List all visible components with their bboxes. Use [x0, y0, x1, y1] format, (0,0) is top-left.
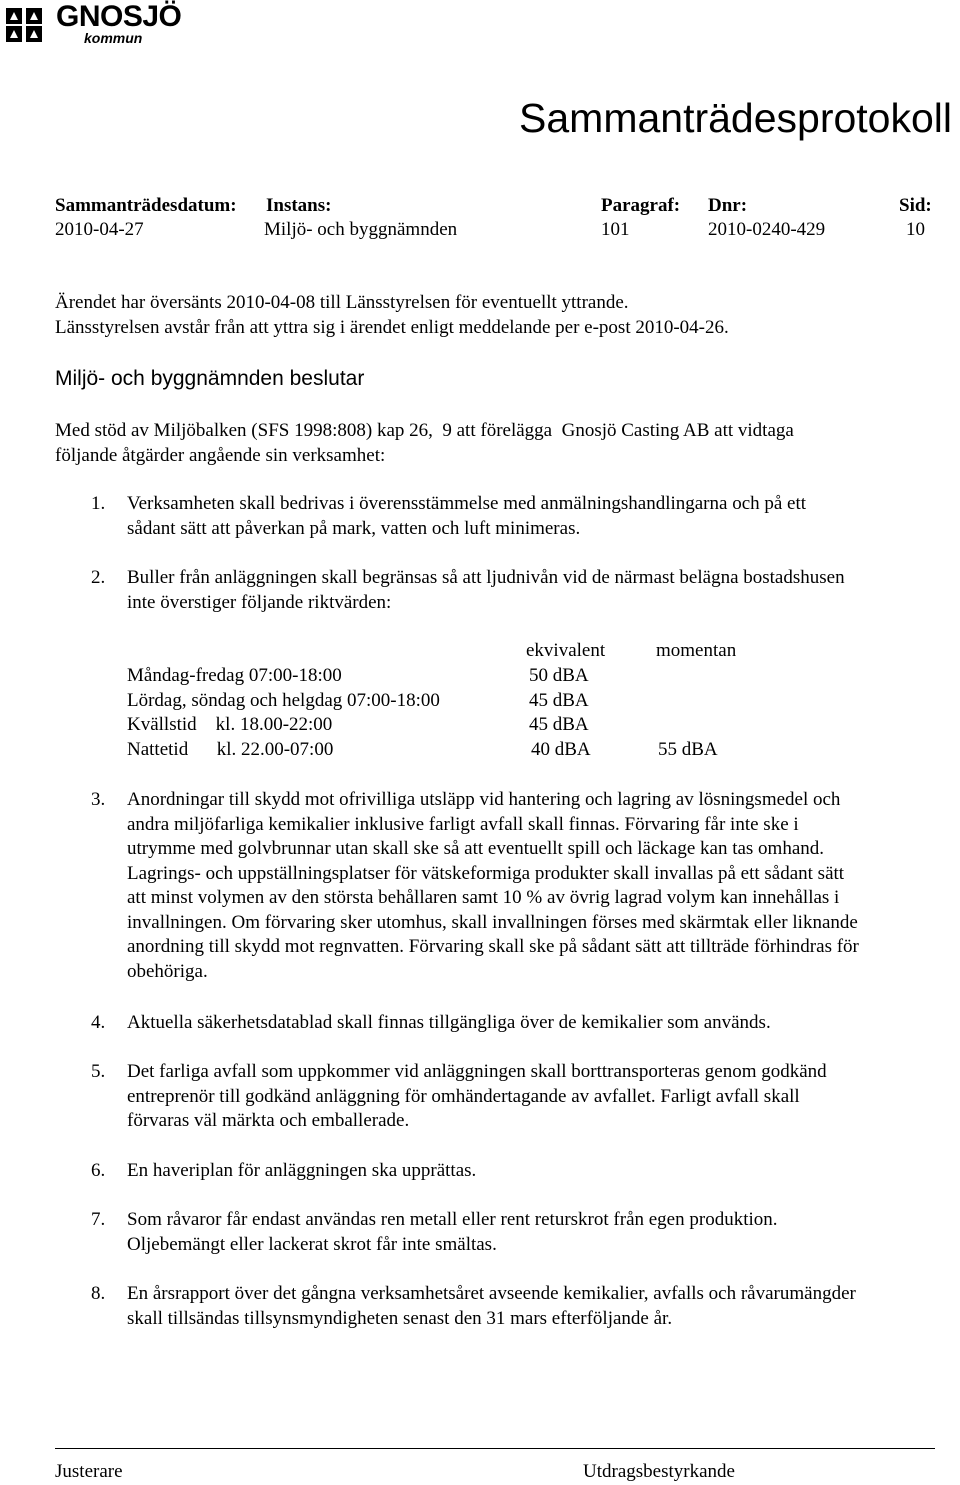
footer-utdragsbestyrkande: Utdragsbestyrkande	[583, 1461, 735, 1482]
logo-name: GNOSJÖ	[56, 0, 182, 33]
list-item-number: 1.	[91, 493, 106, 514]
table-cell-period: Nattetid kl. 22.00-07:00	[127, 739, 334, 760]
list-item-line: Lagrings- och uppställningsplatser för vätskeformiga produkter skall invallas på ett sådant sätt	[127, 862, 845, 884]
header-label-dnr: Dnr:	[708, 195, 748, 216]
logo-subtitle: kommun	[84, 30, 143, 46]
list-item-number: 8.	[91, 1283, 106, 1304]
header-label-paragraf: Paragraf:	[601, 195, 681, 216]
list-item-line: Som råvaror får endast användas ren metall eller rent returskrot från egen produktion.	[127, 1209, 778, 1230]
list-item-line: förvaras väl märkta och emballerade.	[127, 1110, 410, 1131]
list-item-line: att minst volymen av den största behållaren samt 10 % av övrig lagrad volym kan innehållas i	[127, 887, 840, 908]
list-item-line: En haveriplan för anläggningen ska upprättas.	[127, 1160, 477, 1181]
list-item-line: entreprenör till godkänd anläggning för omhändertagande av avfallet. Farligt avfall skall	[127, 1085, 800, 1107]
intro-line-2: Länsstyrelsen avstår från att yttra sig i ärendet enligt meddelande per e-post 2010-04-26.	[55, 317, 729, 338]
header-value-sid: 10	[906, 219, 925, 240]
list-item-line: Verksamheten skall bedrivas i överensstämmelse med anmälningshandlingarna och på ett	[127, 493, 807, 514]
list-item-line: Oljebemängt eller lackerat skrot får inte smältas.	[127, 1233, 497, 1255]
table-cell-ekv: 40 dBA	[531, 739, 591, 760]
list-item-number: 6.	[91, 1160, 106, 1181]
list-item-line: Det farliga avfall som uppkommer vid anläggningen skall borttransporteras genom godkänd	[127, 1061, 827, 1082]
list-item-line: andra miljöfarliga kemikalier inklusive farligt avfall skall finnas. Förvaring får inte ske i	[127, 813, 799, 835]
list-item-line: obehöriga.	[127, 960, 208, 982]
header-value-instans: Miljö- och byggnämnden	[264, 219, 458, 240]
header-label-instans: Instans:	[266, 195, 332, 216]
list-item-text	[127, 566, 927, 615]
list-item-line: anordning till skydd mot regnvatten. Förvaring skall ske på sådant sätt att tillträde förhindras för	[127, 936, 859, 957]
decision-line-2: följande åtgärder angående sin verksamhet:	[55, 445, 386, 466]
list-item-line: Buller från anläggningen skall begränsas så att ljudnivån vid de närmast belägna bostadshusen	[127, 567, 845, 588]
list-item-number: 2.	[91, 567, 106, 588]
footer-justerare: Justerare	[55, 1461, 123, 1482]
header-label-sid: Sid:	[899, 195, 932, 216]
list-item-line: inte överstiger följande riktvärden:	[127, 591, 392, 613]
header-value-paragraf: 101	[601, 219, 630, 240]
table-header-momentan: momentan	[656, 640, 737, 661]
list-item-text	[127, 1208, 927, 1257]
list-item-line: Anordningar till skydd mot ofrivilliga utsläpp vid hantering och lagring av lösningsmedel och	[127, 789, 841, 810]
list-item-line: invallningen. Om förvaring sker utomhus, skall invallningen förses med skärmtak eller liknande	[127, 911, 858, 933]
list-item-line: En årsrapport över det gångna verksamhetsåret avseende kemikalier, avfalls och råvarumängder	[127, 1283, 856, 1304]
list-item-number: 7.	[91, 1209, 106, 1230]
document-title: Sammanträdesprotokoll	[519, 95, 952, 141]
decision-line-1: Med stöd av Miljöbalken (SFS 1998:808) kap 26, 9 att förelägga Gnosjö Casting AB att vidtaga	[55, 420, 794, 441]
table-header-ekvivalent: ekvivalent	[526, 640, 606, 661]
intro-line-1: Ärendet har översänts 2010-04-08 till Länsstyrelsen för eventuellt yttrande.	[55, 292, 629, 313]
decision-heading: Miljö- och byggnämnden beslutar	[55, 367, 365, 390]
header-value-date: 2010-04-27	[55, 219, 144, 240]
list-item-line: sådant sätt att påverkan på mark, vatten och luft minimeras.	[127, 517, 581, 539]
table-cell-ekv: 50 dBA	[529, 665, 589, 686]
table-cell-period: Måndag-fredag 07:00-18:00	[127, 665, 342, 686]
list-item-text	[127, 1159, 927, 1184]
list-item-line: skall tillsändas tillsynsmyndigheten senast den 31 mars efterföljande år.	[127, 1307, 673, 1329]
list-item-number: 3.	[91, 789, 106, 810]
header-label-date: Sammanträdesdatum:	[55, 195, 237, 216]
list-item-line: utrymme med golvbrunnar utan skall ske så att eventuellt spill och läckage kan tas omhand.	[127, 838, 825, 859]
list-item-number: 4.	[91, 1012, 106, 1033]
list-item-line: Aktuella säkerhetsdatablad skall finnas tillgängliga över de kemikalier som används.	[127, 1012, 771, 1033]
table-cell-mom: 55 dBA	[658, 739, 718, 760]
table-cell-period: Lördag, söndag och helgdag 07:00-18:00	[127, 690, 440, 711]
table-cell-ekv: 45 dBA	[529, 690, 589, 711]
list-item-text	[127, 1060, 927, 1134]
header-value-dnr: 2010-0240-429	[708, 219, 826, 240]
list-item-text	[127, 788, 927, 984]
list-item-text	[127, 1011, 927, 1036]
crest-icon	[4, 6, 48, 44]
table-cell-period: Kvällstid kl. 18.00-22:00	[127, 714, 333, 735]
list-item-text	[127, 1282, 927, 1331]
footer-divider	[55, 1448, 935, 1449]
municipality-logo	[0, 0, 182, 48]
list-item-number: 5.	[91, 1061, 106, 1082]
list-item-text	[127, 492, 927, 541]
table-cell-ekv: 45 dBA	[529, 714, 589, 735]
